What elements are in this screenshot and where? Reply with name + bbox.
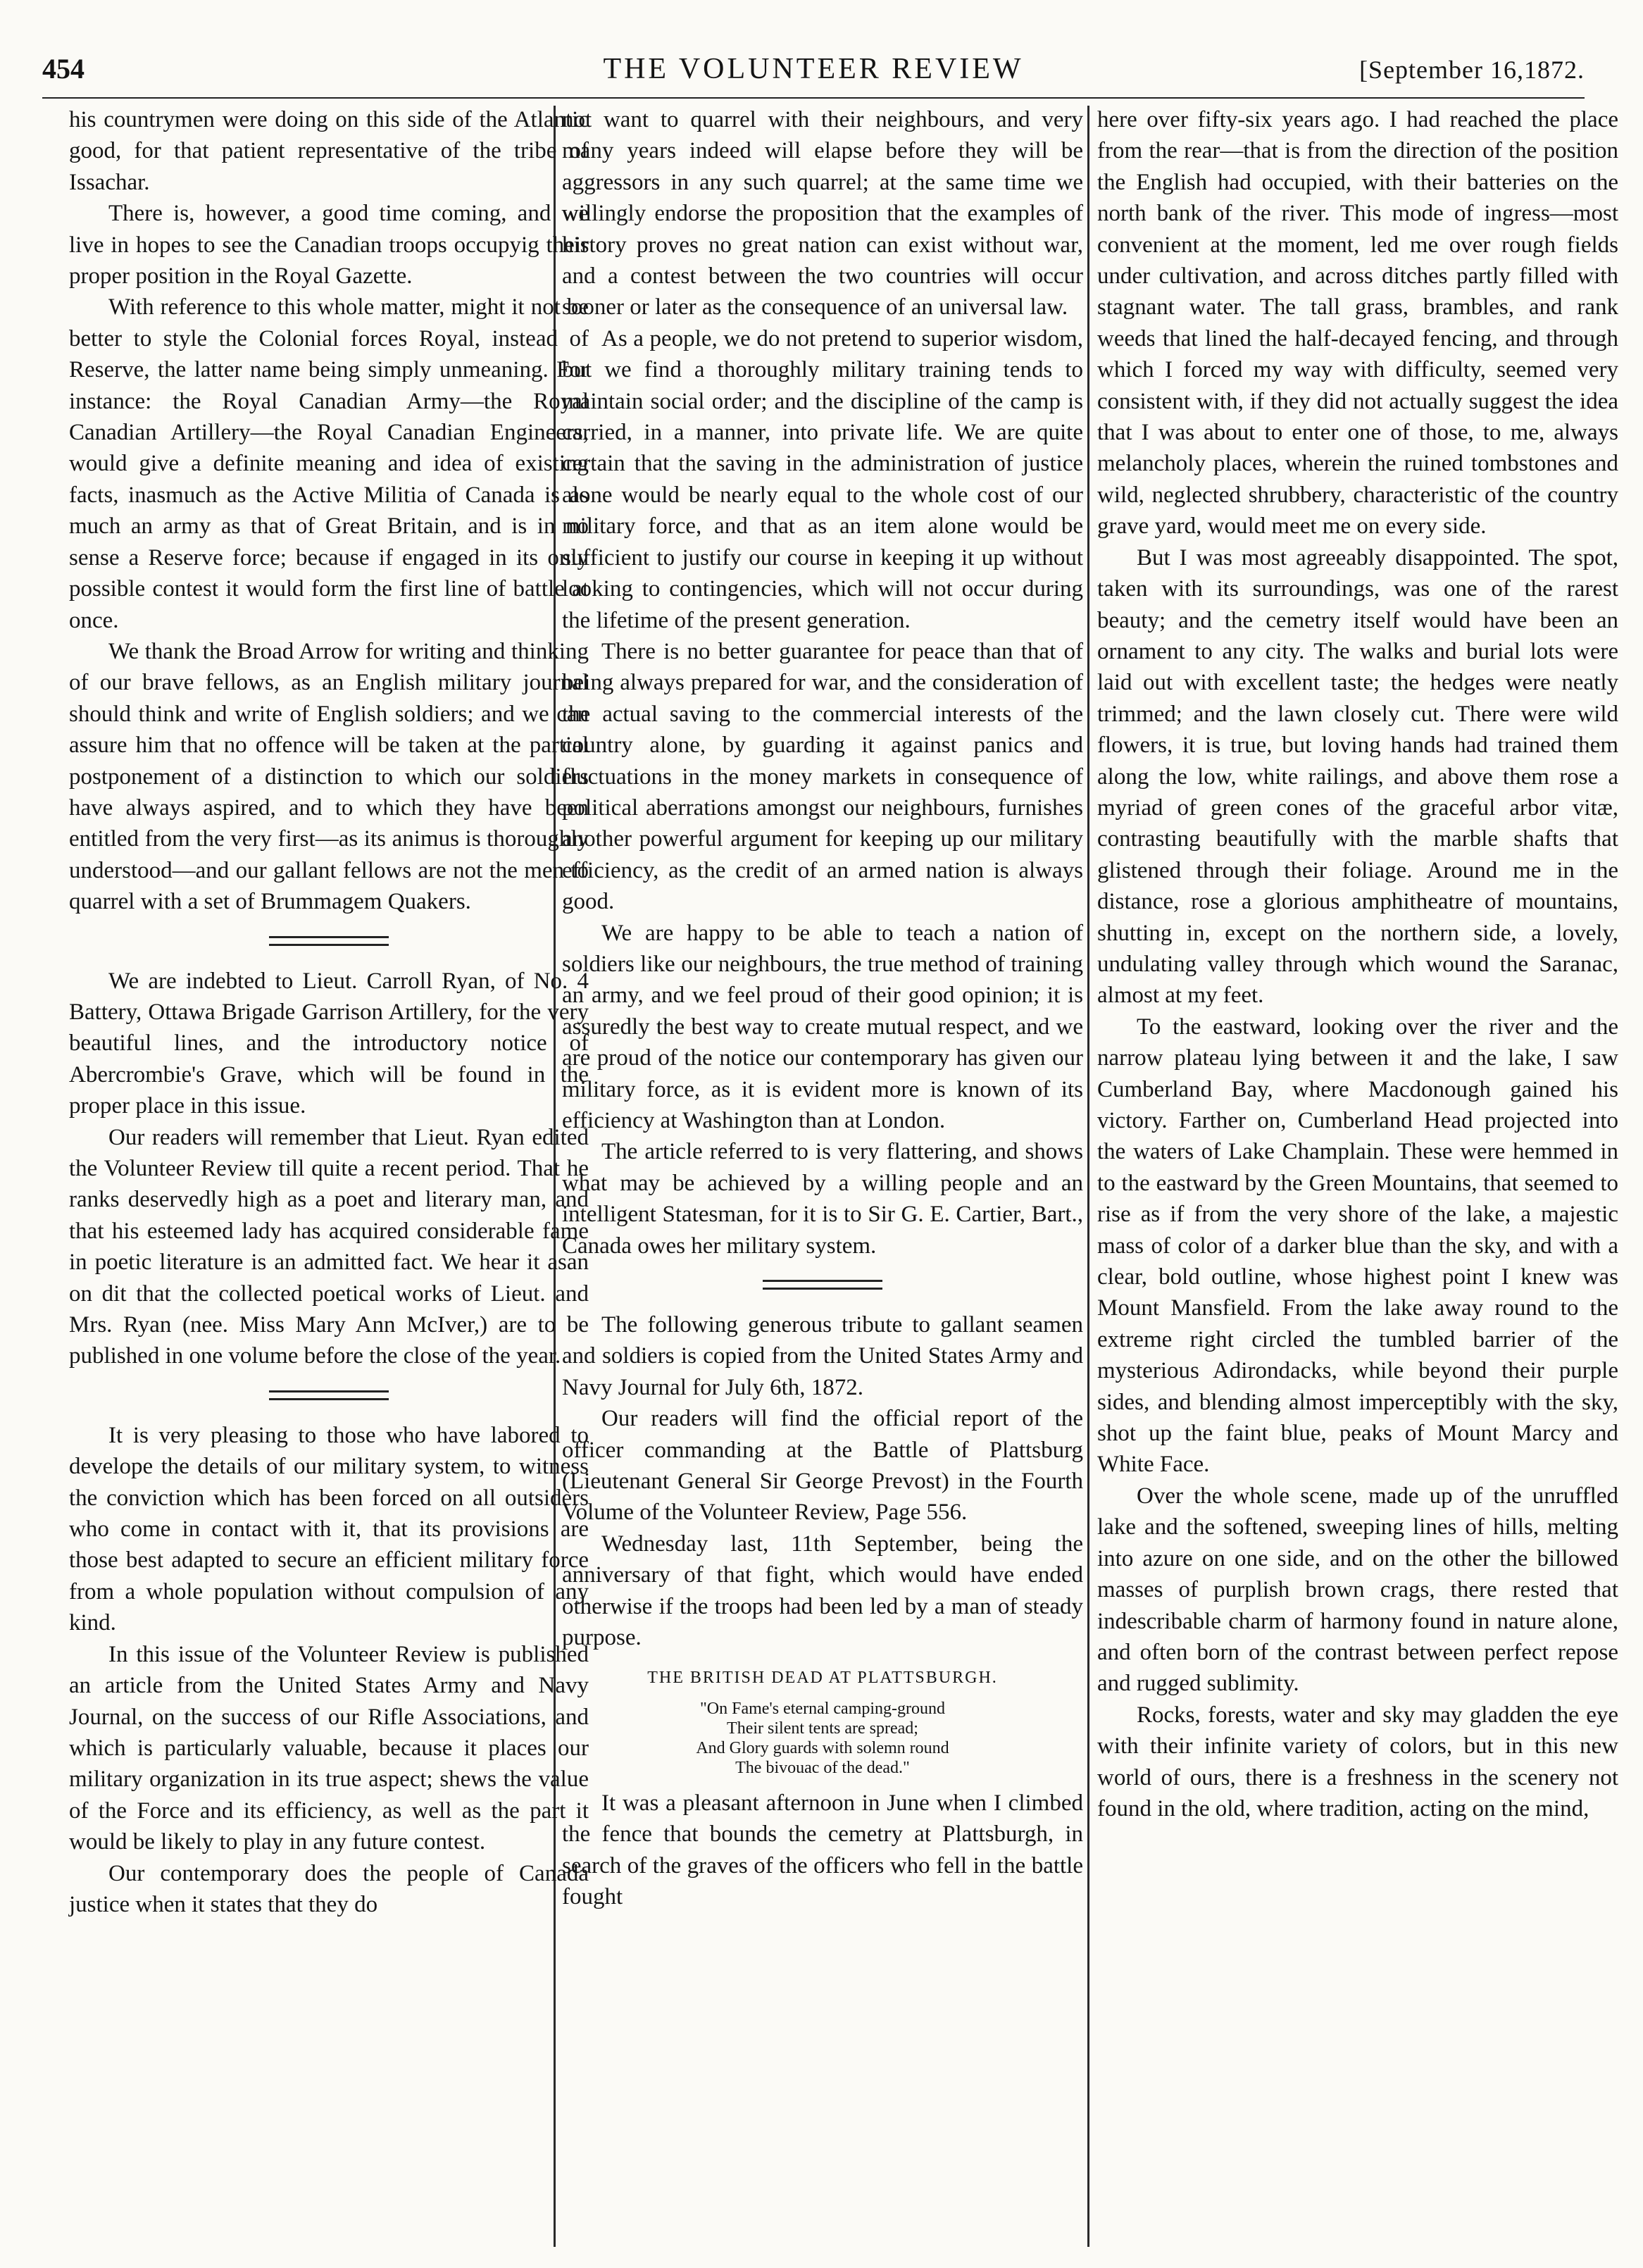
paragraph: The following generous tribute to gallant seamen and soldiers is copied from the United States Army and Navy Journal for July 6th, 1872. bbox=[562, 1312, 1083, 1400]
poem-line: "On Fame's eternal camping-ground bbox=[699, 1699, 946, 1718]
poem-line: Their silent tents are spread; bbox=[727, 1719, 918, 1738]
column-3 bbox=[1090, 104, 1625, 2245]
paragraph: There is no better guarantee for peace than that of being always prepared for war, and the consideration of the actual saving to the commercial interests of the country alone, by guarding it against panics and fluctuations in the money markets in consequence of political aberrations amongst our neighbours, furnishes another powerful argument for keeping up our military efficiency, as the credit of an armed nation is always good. bbox=[562, 638, 1083, 915]
page-header bbox=[42, 52, 1585, 101]
paragraph: Our readers will remember that Lieut. Ryan edited the Volunteer Review till quite a recent period. That he ranks deservedly high as a poet and literary man, and that his esteemed lady has acquired considerable fame in poetic literature is an admitted fact. We hear it asan on dit that the collected poetical works of Lieut. and Mrs. Ryan (nee. Miss Mary Ann McIver,) are to be published in one volume before the close of the year. bbox=[69, 1124, 589, 1369]
issue-date: [September 16,1872. bbox=[1359, 56, 1585, 84]
paragraph: In this issue of the Volunteer Review is published an article from the United States Army and Navy Journal, on the success of our Rifle Associations, and which is particularly valuable, because it places our military organization in its true aspect; shews the value of the Force and its efficiency, as well as the part it would be likely to play in any future contest. bbox=[69, 1641, 589, 1855]
section-divider bbox=[763, 1280, 882, 1290]
poem-line: The bivouac of the dead." bbox=[735, 1758, 910, 1777]
poem-line: And Glory guards with solemn round bbox=[696, 1738, 949, 1757]
poem-title: THE BRITISH DEAD AT PLATTSBURGH. bbox=[647, 1668, 998, 1687]
paragraph: Over the whole scene, made up of the unruffled lake and the softened, sweeping lines of hills, melting into azure on one side, and on the other the billowed masses of purplish brown crags, there rested that indescribable charm of harmony found in nature alone, and often born of the contrast between perfect repose and rugged sublimity. bbox=[1097, 1483, 1618, 1697]
paragraph: Wednesday last, 11th September, being the anniversary of that fight, which would have ended otherwise if the troops had been led by a man of steady purpose. bbox=[562, 1531, 1083, 1651]
paragraph: With reference to this whole matter, might it not be better to style the Colonial forces Royal, instead of Reserve, the latter name being simply unmeaning. For instance: the Royal Canadian Army—the Royal Canadian Artillery—the Royal Canadian Engineers, would give a definite meaning and idea of existing facts, inasmuch as the Active Militia of Canada is as much an army as that of Great Britain, and is in no sense a Reserve force; because if engaged in its only possible contest it would form the first line of battle at once. bbox=[69, 294, 589, 633]
column-1 bbox=[62, 104, 596, 2245]
paragraph: It is very pleasing to those who have labored to develope the details of our military system, to witness the conviction which has been forced on all outsiders who come in contact with it, that its provisions are those best adapted to secure an efficient military force from a whole population without compulsion of any kind. bbox=[69, 1422, 589, 1636]
paragraph: Rocks, forests, water and sky may gladden the eye with their infinite variety of colors, but in this new world of ours, there is a freshness in the scenery not found in the old, where tradition, acting on the mind, bbox=[1097, 1702, 1618, 1821]
paragraph: The article referred to is very flattering, and shows what may be achieved by a willing people and an intelligent Statesman, for it is to Sir G. E. Cartier, Bart., Canada owes her military system. bbox=[562, 1139, 1083, 1259]
paragraph: Our readers will find the official report of the officer commanding at the Battle of Plattsburg (Lieutenant General Sir George Prevost) in the Fourth Volume of the Volunteer Review, Page 556. bbox=[562, 1406, 1083, 1526]
paragraph: We thank the Broad Arrow for writing and thinking of our brave fellows, as an English military journal should think and write of English soldiers; and we can assure him that no offence will be taken at the partial postponement of a distinction to which our soldiers have always aspired, and to which they have been entitled from the very first—as its animus is thoroughly understood—and our gallant fellows are not the men to quarrel with a set of Brummagem Quakers. bbox=[69, 638, 589, 915]
poem-epigraph bbox=[555, 1699, 1090, 1778]
header-rule bbox=[42, 97, 1585, 99]
paragraph: But I was most agreeably disappointed. The spot, taken with its surroundings, was one of the rarest beauty; and the cemetry itself would have been an ornament to any city. The walks and burial lots were laid out with excellent taste; the hedges were neatly trimmed; and the lawn closely cut. There were wild flowers, it is true, but loving hands had trained them along the low, white railings, and above them rose a myriad of green cones of the graceful arbor vitæ, contrasting beautifully with the marble shafts that glistened through their foliage. Around me in the distance, rose a glorious amphitheatre of mountains, shutting in, except on the northern side, a lovely, undulating valley through which wound the Saranac, almost at my feet. bbox=[1097, 544, 1618, 1009]
page-number: 454 bbox=[42, 53, 85, 85]
masthead-title: THE VOLUNTEER REVIEW bbox=[603, 53, 1024, 85]
paragraph: We are indebted to Lieut. Carroll Ryan, of No. 4 Battery, Ottawa Brigade Garrison Artillery, for the very beautiful lines, and the introductory notice of Abercrombie's Grave, which will be found in the proper place in this issue. bbox=[69, 968, 589, 1119]
paragraph: his countrymen were doing on this side of the Atlantic good, for that patient representative of the tribe of Issachar. bbox=[69, 107, 589, 195]
paragraph: not want to quarrel with their neighbours, and very many years indeed will elapse before they will be aggressors in any such quarrel; at the same time we willingly endorse the proposition that the examples of history proves no great nation can exist without war, and a contest between the two countries will occur sooner or later as the consequence of an universal law. bbox=[562, 107, 1083, 320]
section-divider bbox=[269, 1390, 389, 1400]
paragraph: To the eastward, looking over the river and the narrow plateau lying between it and the lake, I saw Cumberland Bay, where Macdonough gained his victory. Farther on, Cumberland Head projected into the waters of Lake Champlain. These were hemmed in to the eastward by the Green Mountains, that seemed to rise as if from the very shore of the lake, a majestic mass of color of a darker blue than the sky, and with a clear, bold outline, whose highest point I knew was Mount Mansfield. From the lake away round to the extreme right circled the tumbled barrier of the mysterious Adirondacks, while beyond their purple sides, and blending almost imperceptibly with the sky, shot up the faint blue, peaks of Mount Marcy and White Face. bbox=[1097, 1014, 1618, 1478]
paragraph: here over fifty-six years ago. I had reached the place from the rear—that is from the direction of the position the English had occupied, with their batteries on the north bank of the river. This mode of ingress—most convenient at the moment, led me over rough fields under cultivation, and across ditches partly filled with stagnant water. The tall grass, brambles, and rank weeds that lined the half-decayed fencing, and through which I forced my way with difficulty, seemed very consistent with, if they did not actually suggest the idea that I was about to enter one of those, to me, always melancholy places, wherein the ruined tombstones and wild, neglected shrubbery, characteristic of the country grave yard, would meet me on every side. bbox=[1097, 107, 1618, 540]
paragraph: As a people, we do not pretend to superior wisdom, but we find a thoroughly military training tends to maintain social order; and the discipline of the camp is carried, in a manner, into private life. We are quite certain that the saving in the administration of justice alone would be nearly equal to the whole cost of our military force, and that as an item alone would be sufficient to justify our course in keeping it up without looking to contingencies, which will not occur during the lifetime of the present generation. bbox=[562, 325, 1083, 633]
section-divider bbox=[269, 936, 389, 946]
column-2 bbox=[555, 104, 1090, 2245]
paragraph: We are happy to be able to teach a nation of soldiers like our neighbours, the true method of training an army, and we feel proud of their good opinion; it is assuredly the best way to create mutual respect, and we are proud of the notice our contemporary has given our military force, as it is evident more is known of its efficiency at Washington than at London. bbox=[562, 920, 1083, 1133]
paragraph: It was a pleasant afternoon in June when I climbed the fence that bounds the cemetry at Plattsburgh, in search of the graves of the officers who fell in the battle fought bbox=[562, 1790, 1083, 1910]
paragraph: Our contemporary does the people of Canada justice when it states that they do bbox=[69, 1860, 589, 1917]
paragraph: There is, however, a good time coming, and we live in hopes to see the Canadian troops occupyig their proper position in the Royal Gazette. bbox=[69, 201, 589, 289]
